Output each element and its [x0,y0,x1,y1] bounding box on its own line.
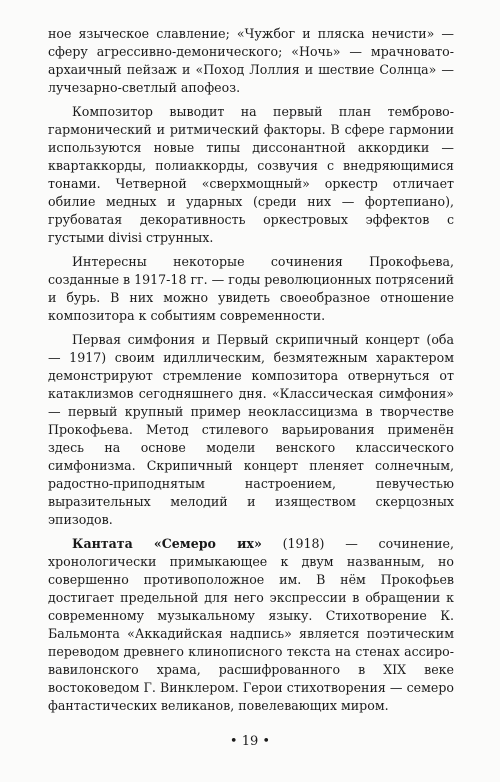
paragraph-2-text: Композитор выводит на первый план темброво-гармонический и ритмический факторы. В сфере гармонии используются новые типы диссонантной аккордики — квартаккорды, полиаккорды, созвучия с внедряющимися тонами. Четверной «сверхмощный» оркестр отличает обилие медных и ударных (среди них — фортепиано), грубоватая декоративность оркестровых эффектов с густыми divisi струнных. [48,104,454,245]
paragraph-5 [48,535,454,715]
paragraph-3 [48,253,454,325]
page-number: • 19 • [229,734,271,749]
paragraph-5-text: (1918) — сочинение, хронологически примыкающее к двум названным, но совершенно противоположное им. В нём Прокофьев достигает предельной для него экспрессии в обращении к современному музыкальному языку. Стихотворение К. Бальмонта «Аккадийская надпись» является поэтическим переводом древнего клинописного текста на стенах ассиро-вавилонского храма, расшифрованного в XIX веке востоковедом Г. Винклером. Герои стихотворения — семеро фантастических великанов, повелевающих миром. [48,536,454,713]
paragraph-2 [48,103,454,247]
paragraph-4-text: Первая симфония и Первый скрипичный концерт (оба — 1917) своим идиллическим, безмятежным характером демонстрируют стремление композитора отвернуться от катаклизмов сегодняшнего дня. «Классическая симфония» — первый крупный пример неоклассицизма в творчестве Прокофьева. Метод стилевого варьирования применён здесь на основе модели венского классического симфонизма. Скрипичный концерт пленяет солнечным, радостно-приподнятым настроением, певучестью выразительных мелодий и изяществом скерцозных эпизодов. [48,332,454,527]
paragraph-5-lead: Кантата «Семеро их» [72,536,262,551]
paragraph-4 [48,331,454,529]
paragraph-3-text: Интересны некоторые сочинения Прокофьева, созданные в 1917-18 гг. — годы революционных потрясений и бурь. В них можно увидеть своеобразное отношение композитора к событиям современности. [48,254,455,323]
paragraph-1 [48,25,454,97]
body-text [48,25,454,721]
paragraph-1-text: ное языческое славление; «Чужбог и пляска нечисти» — сферу агрессивно-демонического; «Ночь» — мрачновато-архаичный пейзаж и «Поход Лоллия и шествие Солнца» — лучезарно-светлый апофеоз. [48,26,454,95]
